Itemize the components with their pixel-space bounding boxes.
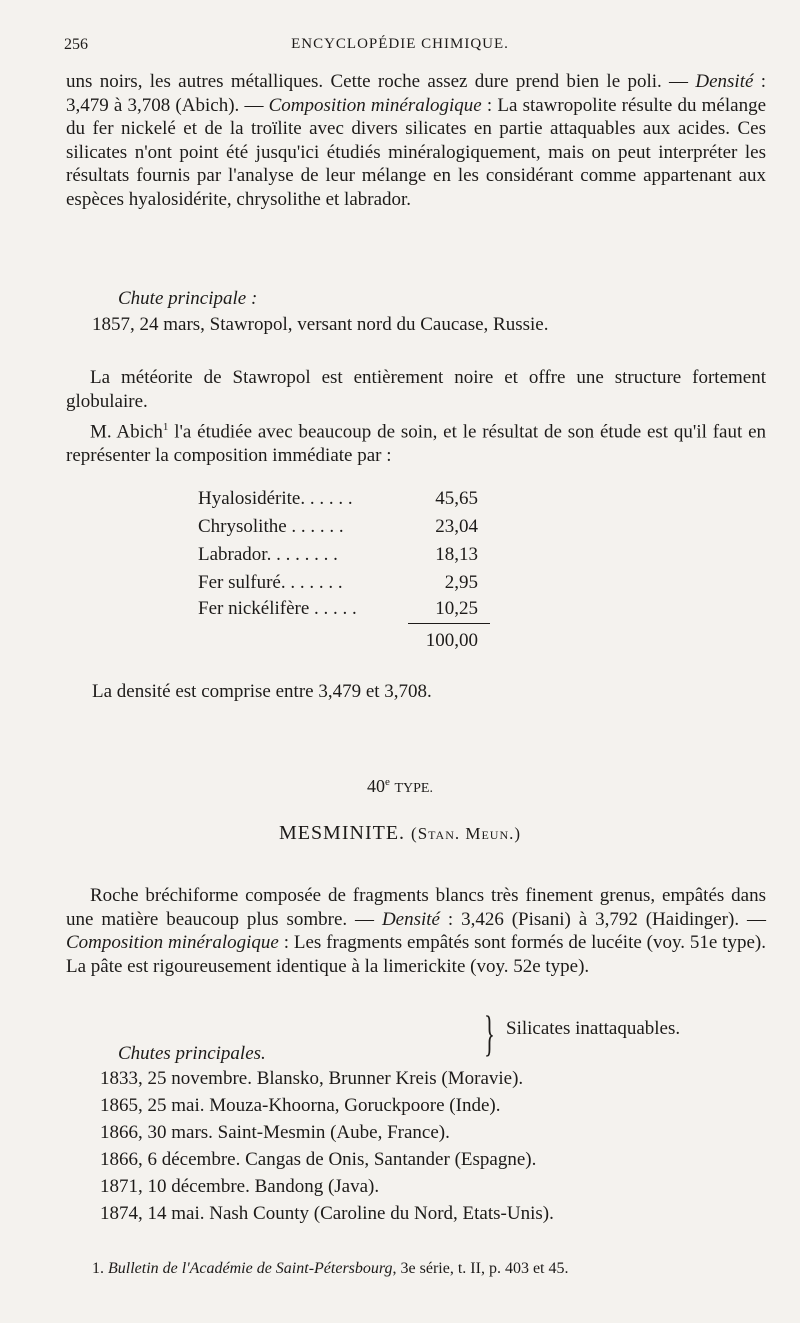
footnote-ref: 1: [162, 421, 169, 433]
list-item: 1871, 10 décembre. Bandong (Java).: [100, 1176, 380, 1197]
table-row: Chrysolithe . . . . . . 23,04: [198, 516, 478, 537]
paragraph-stawropolite: [66, 70, 766, 211]
list-item: 1833, 25 novembre. Blansko, Brunner Kreis (Moravie).: [100, 1068, 524, 1089]
composition-label: Composition minéralogique: [268, 94, 482, 116]
list-item: 1874, 14 mai. Nash County (Caroline du Nord, Etats-Unis).: [100, 1203, 554, 1224]
mesminite-title: MESMINITE. (Stan. Meun.): [278, 822, 522, 844]
page-header: [64, 36, 736, 60]
paragraph-mesminite: Roche bréchiforme composée de fragments blancs très finement grenus, empâtés dans une matière beaucoup plus sombre. — Densité : 3,426 (Pisani) à 3,792 (Haidinger). — Composition minéralogique : Les fragments empâtés sont formés de lucéite (voy. 51e type). La pâte est rigoureusement identique à la limerickite (voy. 52e type).: [66, 885, 766, 977]
density-text: : 3,479 à 3,708 (Abich). —: [66, 71, 767, 116]
paragraph-structure: La météorite de Stawropol est entièrement noire et offre une structure fortement globulaire.: [66, 367, 766, 412]
table-row: Hyalosidérite. . . . . . 45,65: [198, 488, 478, 509]
chute-heading: Chute principale :: [118, 288, 258, 309]
density-range: La densité est comprise entre 3,479 et 3,708.: [92, 681, 432, 702]
chutes-heading: Chutes principales.: [118, 1043, 266, 1064]
brace-symbol: }: [484, 1005, 495, 1061]
paragraph-abich: [66, 416, 766, 467]
footnote-source: Bulletin de l'Académie de Saint-Pétersbourg: [108, 1260, 393, 1277]
abich-lead: M. Abich: [90, 421, 163, 443]
composition-text: : La stawropolite résulte du mélange du fer nickelé et de la troïlite avec divers silicates en partie attaquables aux acides. Ces silicates n'ont point été jusqu'ici étudiés minéralogiquement, mais on peut interpréter les résultats fournis par l'analyse de leur mélange en les considérant comme appartenant aux espèces hyalosidérite, chrysolithe et labrador.: [66, 94, 767, 210]
total-rule: [408, 623, 490, 624]
table-row: Fer sulfuré. . . . . . . 2,95: [198, 572, 478, 593]
brace-label: Silicates inattaquables.: [506, 1018, 681, 1039]
para1-text-a: uns noirs, les autres métalliques. Cette roche assez dure prend bien le poli. —: [66, 71, 689, 92]
list-item: 1865, 25 mai. Mouza-Khoorna, Goruckpoore (Inde).: [100, 1095, 501, 1116]
list-item: 1866, 6 décembre. Cangas de Onis, Santander (Espagne).: [100, 1149, 537, 1170]
chute-entry: 1857, 24 mars, Stawropol, versant nord du Caucase, Russie.: [92, 314, 549, 335]
table-row: Fer nickélifère . . . . . 10,25: [198, 598, 478, 619]
composition-total: 100,00: [425, 630, 478, 651]
footnote: 1. Bulletin de l'Académie de Saint-Pétersbourg, 3e série, t. II, p. 403 et 45.: [92, 1260, 569, 1277]
abich-text: l'a étudiée avec beaucoup de soin, et le résultat de son étude est qu'il faut en représenter la composition immédiate par :: [66, 421, 767, 466]
density-label: Densité: [695, 71, 754, 92]
page-number: 256: [64, 36, 88, 53]
running-title: ENCYCLOPÉDIE CHIMIQUE.: [291, 36, 509, 52]
table-row: Labrador. . . . . . . . 18,13: [198, 544, 478, 565]
list-item: 1866, 30 mars. Saint-Mesmin (Aube, France).: [100, 1122, 450, 1143]
type-heading: 40e TYPE.: [367, 776, 433, 796]
